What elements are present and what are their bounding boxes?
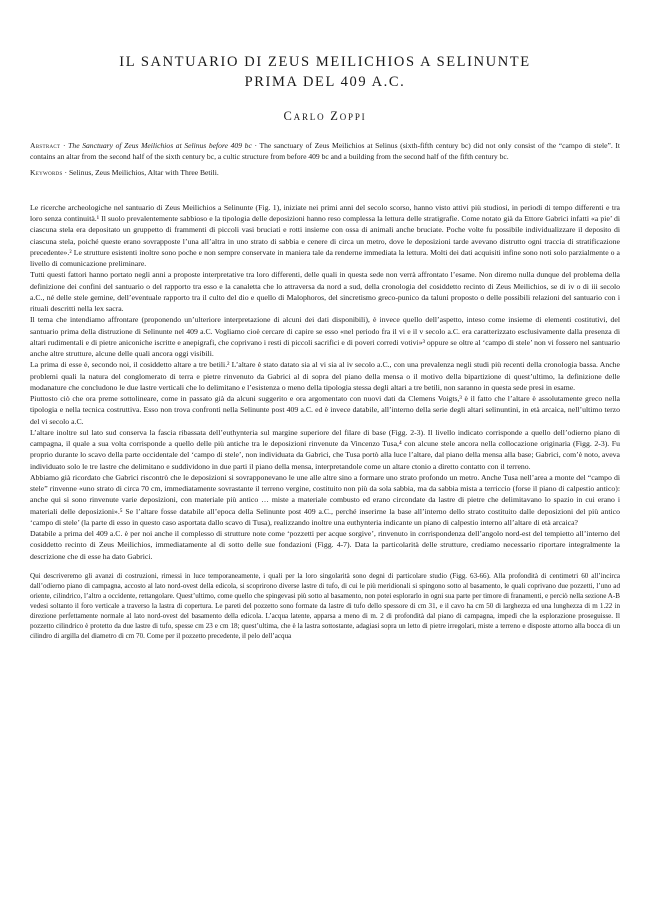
title-line-2: PRIMA DEL 409 A.C. (244, 74, 406, 90)
abstract-label: Abstract (30, 141, 61, 150)
body-paragraph: Databile a prima del 409 a.C. è per noi anche il complesso di strutture note come ‘pozzetti per acque sorgive’, rinvenuto in corrispondenza dell’angolo nord-est del tempietto all’interno del cosiddetto recinto di Zeus Meilichios, immediatamente al di sotto delle sue fondazioni (Figg. 4-7). Data la particolarità delle strutture, crediamo necessario riportare integralmente la descrizione che di esse ha dato Gabrici. (30, 529, 620, 561)
quote-text: Qui descriveremo gli avanzi di costruzioni, rimessi in luce temporaneamente, i quali per la loro singolarità sono degni di particolare studio (Figg. 63-66). Alla profondità di centimetri 60 all’incirca dall’odierno piano di campagna, accosto al lato nord-ovest della edicola, si scoprirono diverse lastre di tufo, di cui le più meridionali si spingono sotto al basamento, le quali coprivano due pozzetti, l’uno ad oriente, cilindrico, l’altro a occidente, rettangolare. Quest’ultimo, come quello che spingevasi più sotto al basamento, non potei esplorarlo in ogni sua parte per timore di franamenti, e perciò nella sezione A-B vedesi soltanto il foro verticale a traverso la lastra di copertura. Le pareti del pozzetto sono formate da lastre di tufo dello spessore di cm 31, e il cavo ha cm 50 di larghezza ed una lunghezza di m 1.22 in direzione perfettamente normale al lato nord-ovest del basamento della edicola. L’acqua latente, apparsa a meno di m. 2 di profondità dal piano di campagna, impedì che la esplorazione proseguisse. Il pozzetto cilindrico è protetto da due lastre di tufo, spesse cm 23 e cm 18; quest’ultima, che è la lastra sottostante, adagiasi sopra un letto di pietre irregolari, miste a terreno e disposte attorno alla bocca di un cilindro di argilla del diametro di cm 70. Come per il pozzetto precedente, il pelo dell’acqua (30, 571, 620, 641)
keywords: Keywords · Selinus, Zeus Meilichios, Altar with Three Betili. (30, 167, 219, 177)
abstract-title: The Sanctuary of Zeus Meilichios at Selinus before 409 bc (68, 141, 252, 150)
body-paragraph: Il tema che intendiamo affrontare (proponendo un’ulteriore interpretazione di alcuni dei dati disponibili), è invece quello dell’aspetto, inteso come insieme di elementi costitutivi, del santuario prima della distruzione di Selinunte nel 409 a.C. Vogliamo cioè cercare di capire se esso «nel periodo fra il vi e il v secolo a.C. era caratterizzato esclusivamente dalla presenza di altari rudimentali e di pietre aniconiche iscritte e anepigrafi, che coprivano i resti di piccoli sacrifici e di poveri corredi votivi»³ oppure se oltre al ‘campo di stele’ non vi fossero nel santuario anche altre strutture, alcune delle quali ancora oggi visibili. (30, 315, 620, 359)
body-paragraph: L’altare inoltre sul lato sud conserva la fascia ribassata dell’euthynteria sul margine superiore del filare di base (Figg. 2-3). Il livello indicato corrisponde a quello dell’odierno piano di campagna, il quale a sua volta corrisponde a quello delle più antiche tra le deposizioni rinvenute da Vincenzo Tusa,⁴ con alcune stele ancora nella collocazione originaria (Figg. 2-3). Fu proprio durante lo scavo della parte occidentale del ‘campo di stele’, non individuata da Gabrici, che Tusa portò alla luce l’altare, dal piano della mensa alla base; Gabrici, com’è noto, aveva individuato solo le tre lastre che delimitano e suddividono in due parti il piano della mensa, interpretandole come un altare ctonio a diretto contatto con il terreno. (30, 427, 620, 471)
body-paragraph: La prima di esse è, secondo noi, il cosiddetto altare a tre betili.² L’altare è stato datato sia al vi sia al iv secolo a.C., con una prevalenza negli studi più recenti della cronologia bassa. Anche problemi quali la natura del conglomerato di terra e pietre rinvenuto da Gabrici al di sopra del piano della mensa o il motivo della bipartizione di quest’ultimo, la definizione delle modanature che concludono le due lastre verticali che lo delimitano e l’esistenza o meno della tipologia stessa degli altari a tre betili, non saranno in questa sede presi in esame. (30, 360, 620, 392)
body-paragraph: Piuttosto ciò che ora preme sottolineare, come in passato già da alcuni suggerito e ora argomentato con nuovi dati da Clemens Voigts,³ è il fatto che l’altare è assolutamente greco nella tipologia e nella tecnica costruttiva. Esso non trova confronti nella Selinunte post 409 a.C. ed è invece databile, all’interno della serie degli altari selinuntini, in età arcaica, nell’ultimo terzo del vi secolo a.C. (30, 394, 620, 426)
article-body (30, 202, 620, 562)
abstract: Abstract · The Sanctuary of Zeus Meilichios at Selinus before 409 bc · The sanctuary of Zeus Meilichios at Selinus (sixth-fifth century bc) did not only consist of the “campo di stele”. It contains an altar from the second half of the sixth century bc, a cultic structure from before 409 bc and a building from the second half of the fifth century bc. (30, 141, 620, 162)
abstract-text: The sanctuary of Zeus Meilichios at Selinus (sixth-fifth century bc) did not only consist of the “campo di stele”. It contains an altar from the second half of the sixth century bc, a cultic structure from before 409 bc and a building from the second half of the fifth century bc. (30, 141, 620, 162)
article-title (30, 0, 620, 92)
author-name: Carlo Zoppi (283, 109, 367, 123)
keywords-text: Selinus, Zeus Meilichios, Altar with Three Betili. (68, 167, 219, 177)
body-paragraph: Le ricerche archeologiche nel santuario di Zeus Meilichios a Selinunte (Fig. 1), iniziate nei primi anni del secolo scorso, hanno visto attivi più studiosi, in periodi di tempo differenti e tra loro senza continuità.¹ Il suolo prevalentemente sabbioso e la tipologia delle deposizioni hanno reso complessa la lettura delle stratigrafie. Come notato già da Ettore Gabrici infatti «a pie’ di ciascuna stela era depositato un gruppetto di frammenti di piccoli vasi bruciati e rotti insieme con ossa di animali anche bruciate. Poche volte fu possibile individualizzare il deposito di ciascuna stela, poiché queste erano sovrapposte l’una all’altra in uno strato di sabbia e cenere di circa un metro, dove le deposizioni tarde avevano distrutto ogni traccia di stratificazione precedente».² Le strutture esistenti inoltre sono poche e non sempre conservate in maniera tale da renderne immediata la lettura. Molti dei dati acquisiti infine sono noti solo parzialmente o a livello di comunicazione preliminare. (30, 202, 620, 269)
body-paragraph: Abbiamo già ricordato che Gabrici riscontrò che le deposizioni si sovrapponevano le une alle altre sino a formare uno strato profondo un metro. Anche Tusa nell’area a monte del “campo di stele” rinvenne «uno strato di circa 70 cm, immediatamente sovrastante il terreno vergine, costituito non più da sola sabbia, ma da sabbia mista a terriccio (forse il piano di calpestio antico): anche qui si sono rinvenute varie deposizioni, con materiale più antico … miste a materiale combusto ed erano circondate da lastre di pietre che delimitavano lo spazio in cui erano i materiali delle deposizioni».⁵ Se l’altare fosse databile all’epoca della Selinunte post 409 a.C., perché inserirne la base all’interno dello strato costituito dalle deposizioni del più antico ‘campo di stele’ (la parte di esso in questo caso asportata dallo scavo di Tusa), realizzando inoltre una euthynteria indicante un piano di calpestio interno all’altare di età arcaica? (30, 472, 620, 527)
body-paragraph: Tutti questi fattori hanno portato negli anni a proposte interpretative tra loro differenti, delle quali in questa sede non verrà affrontato l’esame. Non diremo nulla dunque del problema della definizione dei confini del santuario o del rapporto tra esso e la canaletta che lo attraversa da nord a sud, della cronologia del cosiddetto recinto di Zeus Meilichios, se di iv o di iii secolo a.C., né delle stele gemine, dell’eventuale rapporto tra il culto del dio e quello di Malophoros, del sincretismo greco-punico da taluni proposto o delle possibili relazioni del santuario con i rituali descritti nella lex sacra. (30, 270, 620, 314)
title-line-1: IL SANTUARIO DI ZEUS MEILICHIOS A SELINUNTE (119, 54, 531, 70)
block-quote (30, 571, 620, 642)
keywords-label: Keywords (30, 167, 63, 177)
